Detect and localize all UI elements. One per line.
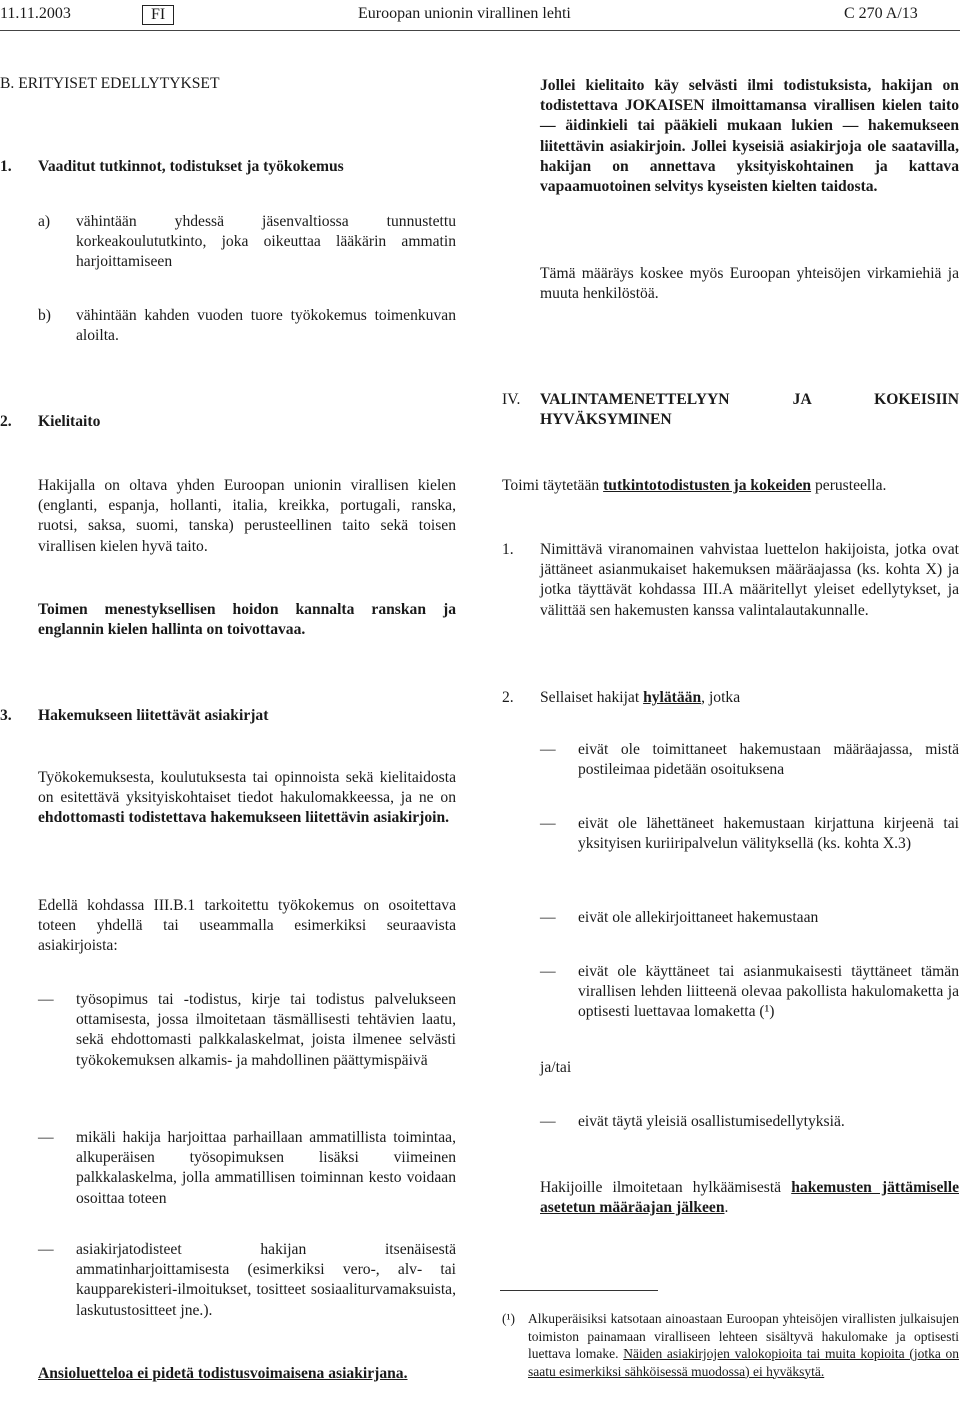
item2-title: Kielitaito — [38, 413, 101, 430]
dash-bullet: — — [540, 815, 556, 832]
item-b — [38, 306, 456, 346]
rejection-item — [540, 1112, 959, 1132]
work-experience-proof-text: Edellä kohdassa III.B.1 tarkoitettu työkokemus on osoitettava toteen yhdellä tai useammalla esimerkiksi seuraavista asiakirjoista: — [38, 897, 456, 955]
item2-heading — [0, 412, 456, 432]
journal-title: Euroopan unionin virallinen lehti — [358, 5, 571, 22]
officials-paragraph: Tämä määräys koskee myös Euroopan yhteisöjen virkamiehiä ja muuta henkilöstöä. — [540, 265, 959, 303]
rejection-item — [540, 814, 959, 854]
rejection-item-text: eivät ole toimittaneet hakemustaan määräajassa, mistä postileimaa pidetään osoituksena — [578, 741, 959, 779]
list-item-text: työsopimus tai -todistus, kirje tai todistus palvelukseen ottamisesta, jossa ilmoitetaan täsmällisesti tehtävien laatu, sekä ehdottomasti palkkalaskelmat, joista ilmenee selvästi työkokemuksen alkamis- ja mahdollinen päättymispäivä — [76, 991, 456, 1069]
item-a — [38, 212, 456, 273]
footnote-text-main: Alkuperäisiksi katsotaan ainoastaan Euroopan yhteisöjen virallisten julkaisujen toimiston painamaan viralliseen lehteen sisältyvä hakulomake ja optisesti luettava lomake. — [528, 1311, 959, 1361]
header-rule — [0, 30, 960, 31]
item2-number: 2. — [0, 413, 12, 430]
rejection-notice-end: . — [724, 1199, 729, 1217]
section-iv-heading — [502, 390, 959, 430]
page-number: C 270 A/13 — [844, 5, 918, 22]
section-iv-number: IV. — [502, 391, 521, 408]
dash-bullet: — — [38, 1129, 54, 1146]
item-a-text: vähintään yhdessä jäsenvaltiossa tunnustettu korkeakoulututkinto, joka oikeuttaa lääkärin ammatin harjoittamiseen — [76, 213, 456, 271]
dash-bullet: — — [38, 1241, 54, 1258]
language-requirement-text: Hakijalla on oltava yhden Euroopan unionin virallisen kielen (englanti, espanja, hollanti, italia, kreikka, portugali, ranska, ruotsi, saksa, suomi, tanska) perusteellinen taito sekä toisen virallisen kielen hyvä taito. — [38, 477, 456, 555]
step-2-number: 2. — [502, 689, 514, 706]
section-iv-title: VALINTAMENETTELYYN JA KOKEISIIN HYVÄKSYMINEN — [540, 391, 959, 429]
list-item-text: mikäli hakija harjoittaa parhaillaan ammatillista toimintaa, alkuperäisen työsopimuksen lisäksi viimeinen palkkalaskelma, jolla ammatillisen toiminnan kesto voidaan osoittaa toteen — [76, 1129, 456, 1207]
item-b-text: vähintään kahden vuoden tuore työkokemus toimenkuvan aloilta. — [76, 307, 456, 345]
step-2-text — [540, 688, 959, 708]
rejection-item-text: eivät täytä yleisiä osallistumisedellytyksiä. — [578, 1113, 845, 1130]
rejection-item — [540, 962, 959, 1023]
dash-bullet: — — [540, 963, 556, 980]
selection-basis-text: Toimi täytetään — [502, 477, 604, 494]
rejection-item-text: eivät ole lähettäneet hakemustaan kirjattuna kirjeenä tai yksityisen kuriiripalvelun välityksellä (ks. kohta X.3) — [578, 815, 959, 853]
documents-emphasis: ehdottomasti todistettava hakemukseen liitettävin asiakirjoin. — [38, 809, 450, 827]
step-2 — [502, 688, 959, 708]
footnote — [502, 1310, 959, 1380]
dash-bullet: — — [540, 909, 556, 926]
language-proof-paragraph: Jollei kielitaito käy selvästi ilmi todistuksista, hakijan on todistettava JOKAISEN ilmoittamansa virallisen kielen taito — äidinkieli tai pääkieli mukaan lukien — hakemukseen liitettävin asiakirjoin. Jollei kyseisiä asiakirjoja ole saatavilla, hakijan on annettava yksityiskohtainen ja kattava vapaamuotoinen selvitys kyseisten kielten taidosta. — [540, 77, 959, 196]
step-2-lead: Sellaiset hakijat — [540, 689, 644, 706]
item1-number: 1. — [0, 158, 12, 175]
dash-bullet: — — [540, 1113, 556, 1130]
list-item — [38, 1240, 456, 1321]
item3-title: Hakemukseen liitettävät asiakirjat — [38, 707, 269, 724]
list-item-text: asiakirjatodisteet hakijan itsenäisestä ammatinharjoittamisesta (esimerkiksi vero-, alv- tai kaupparekisteri-ilmoitukset, tositteet sosiaaliturvamaksuista, laskutustositteet jne.). — [76, 1241, 456, 1319]
item1-heading — [0, 157, 456, 177]
item1-title: Vaaditut tutkinnot, todistukset ja työkokemus — [38, 158, 344, 175]
footnote-marker: (¹) — [502, 1311, 516, 1326]
rejection-notice-emphasis: hakemusten jättämiselle asetetun määräajan jälkeen — [540, 1179, 959, 1217]
step-1 — [502, 540, 959, 621]
step-2-emphasis: hylätään — [643, 689, 702, 706]
rejection-notice-text: Hakijoille ilmoitetaan hylkäämisestä — [540, 1179, 792, 1196]
footnote-rule — [500, 1290, 658, 1291]
dash-bullet: — — [540, 741, 556, 758]
documents-paragraph — [38, 768, 456, 829]
language-preference-text: Toimen menestyksellisen hoidon kannalta ranskan ja englannin kielen hallinta on toivottavaa. — [38, 601, 456, 639]
language-code-box: FI — [142, 5, 174, 25]
item-a-label: a) — [38, 213, 51, 230]
selection-basis-paragraph — [502, 476, 959, 496]
rejection-item — [540, 908, 959, 928]
list-item — [38, 1128, 456, 1209]
cv-not-evidence-note: Ansioluetteloa ei pidetä todistusvoimaisena asiakirjana. — [38, 1365, 408, 1382]
step-1-text: Nimittävä viranomainen vahvistaa luettelon hakijoista, jotka ovat jättäneet asianmukaiset hakemuksen määräajassa (ks. kohta X) ja jotka täyttävät kohdassa III.A määritellyt yleiset edellytykset, ja välittää sen hakemusten kanssa valintalautakunnalle. — [540, 541, 959, 619]
footnote-text — [528, 1310, 959, 1380]
item3-heading — [0, 706, 456, 726]
dash-bullet: — — [38, 991, 54, 1008]
rejection-item-text: eivät ole allekirjoittaneet hakemustaan — [578, 909, 819, 926]
item-b-label: b) — [38, 307, 51, 324]
selection-basis-end: perusteella. — [811, 477, 887, 494]
rejection-item — [540, 740, 959, 780]
step-2-end: , jotka — [701, 689, 741, 706]
page-header — [0, 5, 960, 27]
selection-basis-emphasis: tutkintotodistusten ja kokeiden — [603, 477, 812, 494]
rejection-item-text: eivät ole käyttäneet tai asianmukaisesti täyttäneet tämän virallisen lehden liitteenä olevaa pakollista hakulomaketta ja optisesti luettavaa lomaketta (¹) — [578, 963, 959, 1021]
and-or-connector: ja/tai — [540, 1059, 572, 1076]
list-item — [38, 990, 456, 1071]
item3-number: 3. — [0, 707, 12, 724]
section-b-heading: B. ERITYISET EDELLYTYKSET — [0, 75, 220, 92]
header-date: 11.11.2003 — [0, 5, 71, 22]
documents-text: Työkokemuksesta, koulutuksesta tai opinnoista sekä kielitaidosta on esitettävä yksityiskohtaiset tiedot hakulomakkeessa, ja ne on — [38, 769, 456, 807]
step-1-number: 1. — [502, 541, 514, 558]
rejection-notice-paragraph — [540, 1178, 959, 1218]
footnote-text-emphasis: Näiden asiakirjojen valokopioita tai muita kopioita (jotka on saatu esimerkiksi sähköisessä muodossa) ei hyväksytä. — [528, 1346, 960, 1379]
